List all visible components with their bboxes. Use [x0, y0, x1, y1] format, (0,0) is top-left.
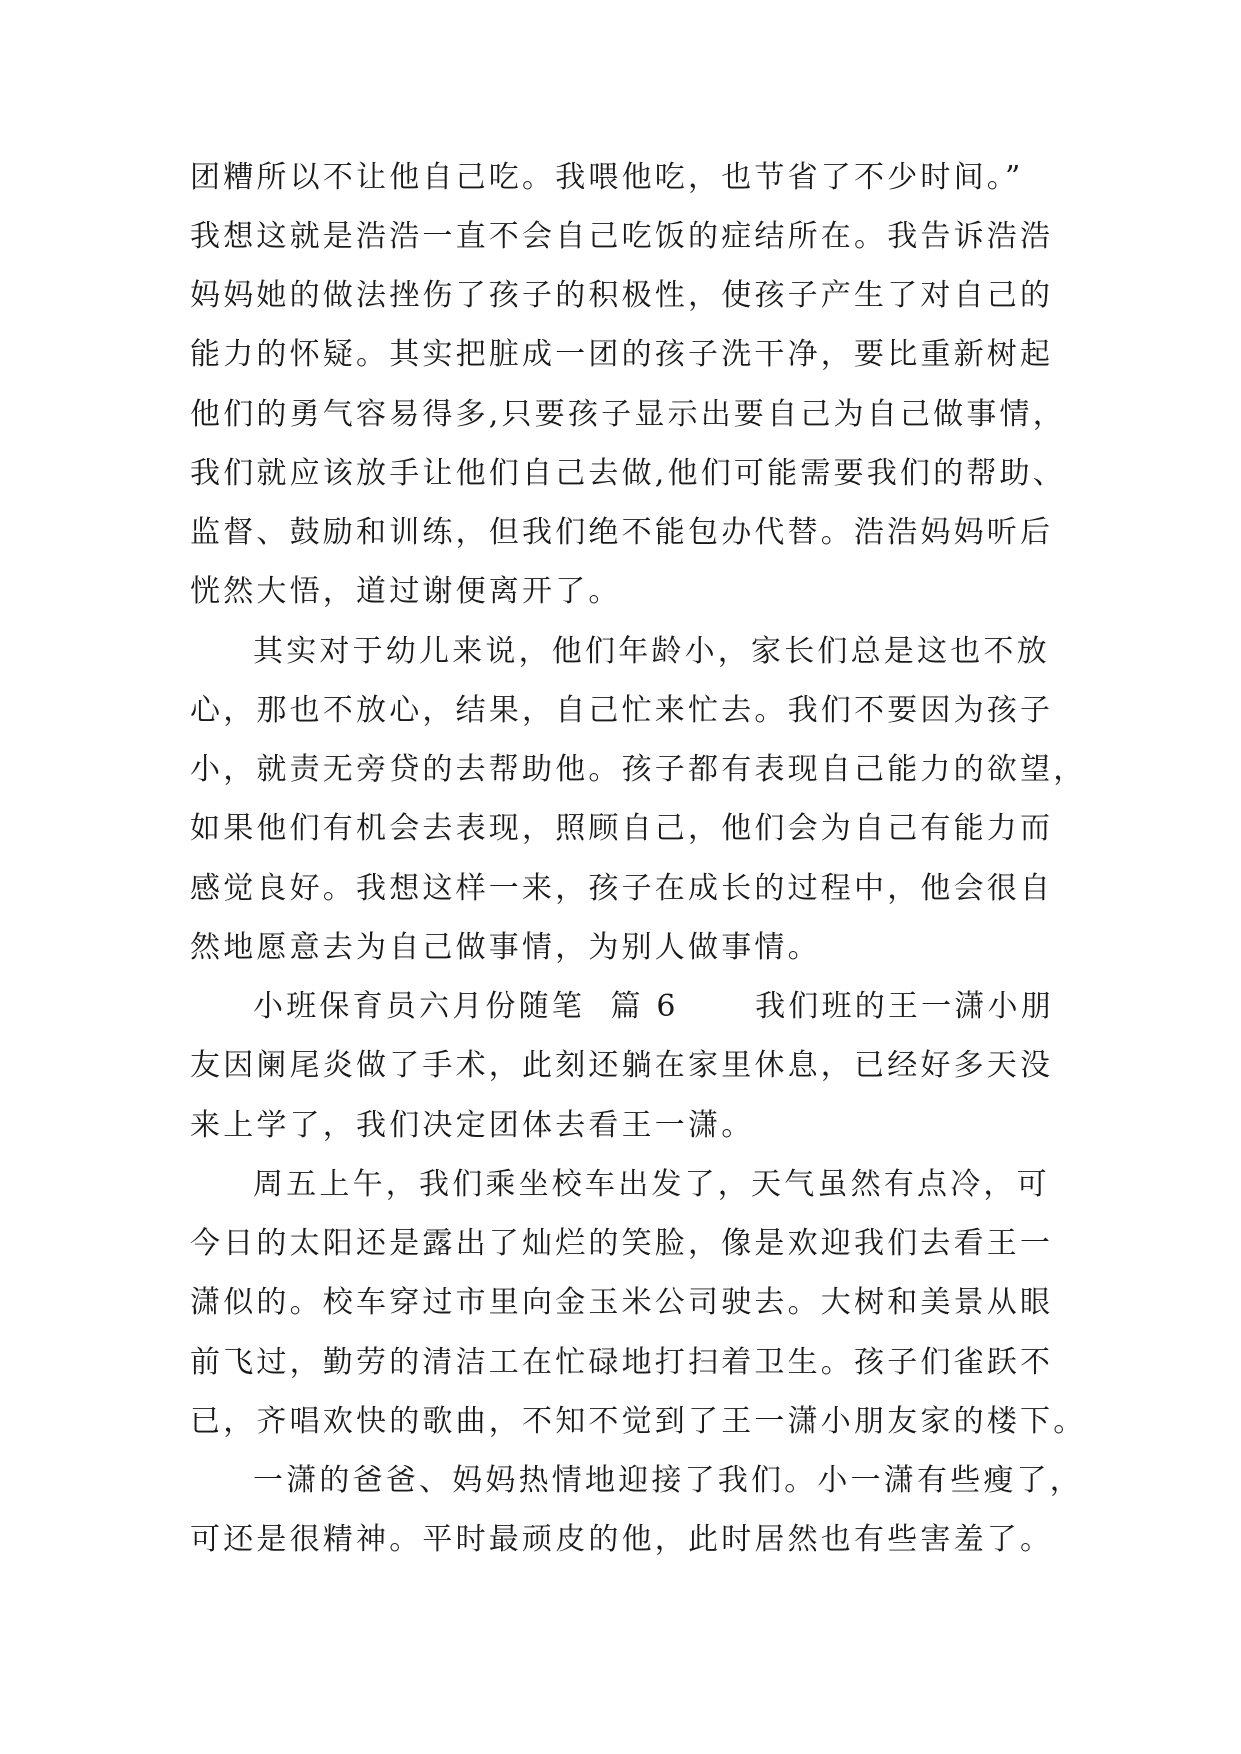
text-line: 心，那也不放心，结果，自己忙来忙去。我们不要因为孩子	[190, 693, 1054, 728]
text-line: 我们就应该放手让他们自己去做,他们可能需要我们的帮助、	[190, 456, 1066, 491]
text-line: 恍然大悟，道过谢便离开了。	[190, 574, 622, 609]
text-line: 团糟所以不让他自己吃。我喂他吃，也节省了不少时间。”	[190, 160, 1024, 195]
text-line: 我想这就是浩浩一直不会自己吃饭的症结所在。我告诉浩浩	[190, 219, 1054, 254]
text-line: 他们的勇气容易得多,只要孩子显示出要自己为自己做事情，	[190, 397, 1066, 432]
paragraph-first-line: 周五上午，我们乘坐校车出发了，天气虽然有点冷，可	[253, 1167, 1050, 1202]
text-line: 友因阑尾炎做了手术，此刻还躺在家里休息，已经好多天没	[190, 1048, 1054, 1083]
text-line: 监督、鼓励和训练，但我们绝不能包办代替。浩浩妈妈听后	[190, 515, 1054, 550]
text-line: 如果他们有机会去表现，照顾自己，他们会为自己有能力而	[190, 811, 1054, 846]
text-line: 潇似的。校车穿过市里向金玉米公司驶去。大树和美景从眼	[190, 1285, 1054, 1320]
text-line: 然地愿意去为自己做事情，为别人做事情。	[190, 930, 821, 965]
text-line: 可还是很精神。平时最顽皮的他，此时居然也有些害羞了。	[190, 1522, 1054, 1557]
text-line: 感觉良好。我想这样一来，孩子在成长的过程中，他会很自	[190, 871, 1054, 906]
section-heading-line: 小班保育员六月份随笔 篇 6 我们班的王一潇小朋	[253, 989, 1054, 1024]
text-line: 能力的怀疑。其实把脏成一团的孩子洗干净，要比重新树起	[190, 337, 1054, 372]
text-line: 今日的太阳还是露出了灿烂的笑脸，像是欢迎我们去看王一	[190, 1226, 1054, 1261]
text-line: 来上学了，我们决定团体去看王一潇。	[190, 1108, 755, 1143]
text-line: 小，就责无旁贷的去帮助他。孩子都有表现自己能力的欲望，	[190, 752, 1087, 787]
text-line: 已，齐唱欢快的歌曲，不知不觉到了王一潇小朋友家的楼下。	[190, 1404, 1087, 1439]
paragraph-first-line: 一潇的爸爸、妈妈热情地迎接了我们。小一潇有些瘦了，	[253, 1463, 1083, 1498]
text-line: 妈妈她的做法挫伤了孩子的积极性，使孩子产生了对自己的	[190, 278, 1054, 313]
text-line: 前飞过，勤劳的清洁工在忙碌地打扫着卫生。孩子们雀跃不	[190, 1345, 1054, 1380]
paragraph-first-line: 其实对于幼儿来说，他们年龄小，家长们总是这也不放	[253, 634, 1050, 669]
